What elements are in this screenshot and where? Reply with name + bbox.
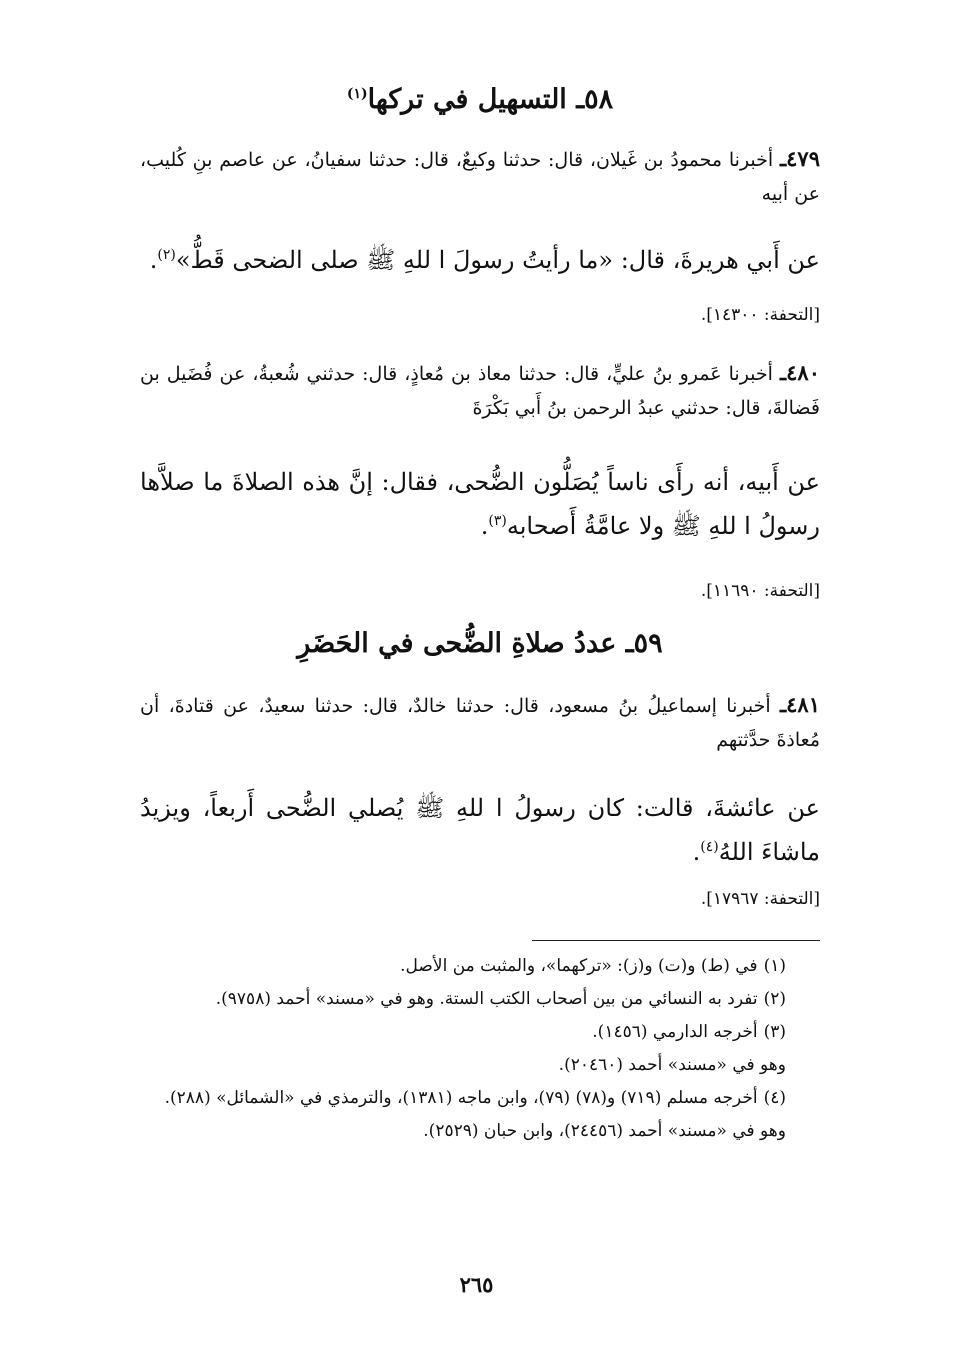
hadith-481-matn: عن عائشةَ، قالت: كان رسولُ ا للهِ ﷺ يُصلي الضُّحى أَربعاً، ويزيدُ ماشاءَ اللهُ$^{(٤)}$. (140, 794, 820, 866)
footnote-number: (١) (763, 956, 786, 976)
footnote-marker: (٢) (157, 247, 176, 263)
footnote-separator (532, 940, 820, 941)
footnote-marker: (٣) (488, 513, 507, 529)
footnote-number: (٢) (763, 989, 786, 1009)
isnad-text: أخبرنا عَمرو بنُ عليٍّ، قال: حدثنا معاذ بن مُعاذٍ، قال: حدثني شُعبةُ، عن فُضَيل بن فَضالةَ، قال: حدثني عبدُ الرحمن بنُ أَبي بَكْرَةَ (140, 363, 820, 419)
chapter-heading-59 (140, 624, 820, 664)
hadith-481-tuhfa (140, 886, 820, 912)
tuhfa-reference: [التحفة: ١١٦٩٠]. (700, 581, 820, 601)
footnote-2 (140, 983, 820, 1016)
hadith-number: ٤٧٩ـ (780, 146, 820, 171)
hadith-479-isnad (140, 142, 820, 211)
hadith-479-tuhfa (140, 302, 820, 328)
hadith-480-matn: عن أَبيه، أنه رأَى ناساً يُصَلُّون الضُّحى، فقال: إنَّ هذه الصلاةَ ما صلاَّها رسولُ ا للهِ ﷺ ولا عامَّةُ أَصحابه$^{(٣)}$. (140, 468, 820, 540)
matn-text: عن أَبي هريرةَ، قال: «ما رأيتُ رسولَ ا للهِ ﷺ صلى الضحى قَطُّ» (175, 246, 820, 274)
footnote-number: (٣) (763, 1022, 786, 1042)
footnote-3 (140, 1016, 820, 1049)
tuhfa-reference: [التحفة: ١٤٣٠٠]. (700, 305, 820, 325)
footnotes (140, 950, 820, 1148)
page-number: ٢٦٥ (459, 1272, 494, 1297)
footnote-text: أخرجه الدارمي (١٤٥٦). (592, 1022, 758, 1042)
footnote-3-continuation (140, 1049, 820, 1082)
matn-text: عن أَبيه، أنه رأَى ناساً يُصَلُّون الضُّحى، فقال: إنَّ هذه الصلاةَ ما صلاَّها رسولُ ا للهِ ﷺ ولا عامَّةُ أَصحابه (140, 468, 820, 540)
footnote-marker: (٤) (700, 839, 719, 855)
chapter-title: عددُ صلاةِ الضُّحى في الحَضَرِ (297, 628, 617, 659)
tuhfa-reference: [التحفة: ١٧٩٦٧]. (700, 889, 820, 909)
hadith-481-isnad (140, 688, 820, 757)
hadith-480-tuhfa (140, 578, 820, 604)
chapter-heading-58 (140, 80, 820, 120)
footnote-4-continuation (140, 1115, 820, 1148)
footnote-text: أخرجه مسلم (٧١٩) و(٧٨) (٧٩)، وابن ماجه (١٣٨١)، والترمذي في «الشمائل» (٢٨٨). (164, 1088, 758, 1108)
hadith-480-isnad (140, 356, 820, 425)
footnote-text: تفرد به النسائي من بين أصحاب الكتب الستة. وهو في «مسند» أحمد (٩٧٥٨). (215, 989, 758, 1009)
footnote-text: في (ط) و(ت) و(ز): «تركهما»، والمثبت من الأصل. (400, 956, 758, 976)
hadith-number: ٤٨١ـ (780, 692, 820, 717)
footnote-4 (140, 1082, 820, 1115)
isnad-text: أخبرنا إسماعيلُ بنُ مسعود، قال: حدثنا خالدٌ، قال: حدثنا سعيدٌ، عن قتادةَ، أن مُعاذةَ حدَّثتهم (140, 695, 820, 751)
matn-text: عن عائشةَ، قالت: كان رسولُ ا للهِ ﷺ يُصلي الضُّحى أَربعاً، ويزيدُ ماشاءَ اللهُ (140, 794, 820, 866)
chapter-title: التسهيل في تركها (367, 84, 567, 115)
hadith-479-matn: عن أَبي هريرةَ، قال: «ما رأيتُ رسولَ ا للهِ ﷺ صلى الضحى قَطُّ»$^{(٢)}$. (149, 246, 820, 274)
isnad-text: أخبرنا محمودُ بن غَيلان، قال: حدثنا وكيعٌ، قال: حدثنا سفيانُ، عن عاصم بنِ كُليب، عن أبيه (140, 149, 820, 205)
footnote-number: (٤) (763, 1088, 786, 1108)
footnote-1 (140, 950, 820, 983)
chapter-number: ٥٨ـ (576, 84, 614, 115)
footnote-text: وهو في «مسند» أحمد (٢٤٤٥٦)، وابن حبان (٢٥٢٩). (423, 1121, 786, 1141)
chapter-number: ٥٩ـ (625, 628, 663, 659)
footnote-marker: (١) (346, 86, 368, 102)
footnote-text: وهو في «مسند» أحمد (٢٠٤٦٠). (558, 1055, 786, 1075)
hadith-number: ٤٨٠ـ (780, 360, 820, 385)
